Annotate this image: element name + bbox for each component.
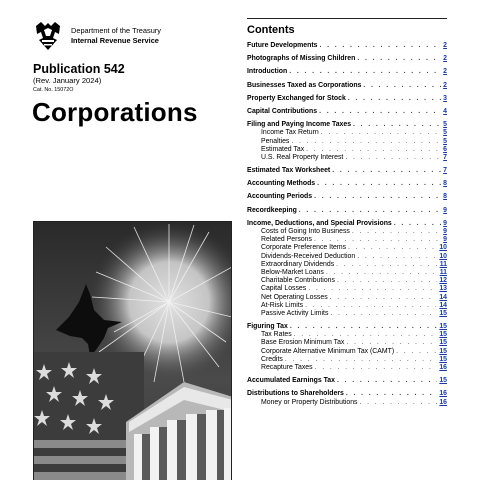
toc-entry-label: Related Persons [261,236,312,244]
toc-entry-label: Estimated Tax Worksheet [247,167,331,175]
toc-page-link[interactable]: 15 [439,331,447,339]
toc-entry-label: Accounting Periods [247,193,313,201]
toc-subentry[interactable] [247,331,447,338]
toc-entry-label: Base Erosion Minimum Tax [261,339,345,347]
toc-entry-label: Capital Contributions [247,107,318,115]
toc-leader-dots [306,146,441,153]
toc-entry-label: Penalties [261,137,290,145]
toc-page-link[interactable]: 9 [443,206,447,214]
toc-page-link[interactable]: 16 [439,398,447,406]
toc-leader-dots [291,138,441,145]
catalog-number: Cat. No. 15072O [33,87,74,93]
toc-entry-label: Photographs of Missing Children [247,55,356,63]
toc-entry-label: Net Operating Losses [261,293,328,301]
toc-page-link[interactable]: 15 [439,339,447,347]
toc-subentry[interactable] [247,399,447,406]
toc-entry-label: Accounting Methods [247,180,316,188]
toc-entry-label: Capital Losses [261,285,307,293]
toc-page-link[interactable]: 7 [443,167,447,175]
toc-leader-dots [290,323,437,330]
toc-entry[interactable] [247,193,447,200]
toc-subentry[interactable] [247,310,447,317]
toc-entry[interactable] [247,55,447,62]
toc-page-link[interactable]: 5 [443,137,447,145]
cover-image [33,221,232,480]
toc-subentry[interactable] [247,277,447,284]
toc-entry-label: Recapture Taxes [261,364,313,371]
toc-leader-dots [357,55,441,62]
toc-page-link[interactable]: 2 [443,81,447,89]
toc-entry-label: Costs of Going Into Business [261,228,350,235]
toc-page-link[interactable]: 5 [443,121,447,129]
toc-page-link[interactable]: 14 [439,293,447,301]
toc-leader-dots [396,348,437,355]
toc-subentry[interactable] [247,146,447,153]
toc-entry-label: Corporate Alternative Minimum Tax (CAMT) [261,347,395,355]
toc-subentry[interactable] [247,129,447,136]
toc-entry[interactable] [247,323,447,330]
toc-leader-dots [336,261,438,268]
toc-page-link[interactable]: 9 [443,228,447,235]
toc-leader-dots [357,253,437,260]
toc-leader-dots [348,95,441,102]
contents-list [247,42,447,406]
publication-title: Corporations [32,97,198,127]
toc-entry-label: Extraordinary Dividends [261,260,335,268]
toc-entry-label: Recordkeeping [247,206,297,214]
toc-leader-dots [294,331,438,338]
toc-entry-label: Charitable Contributions [261,277,335,285]
toc-leader-dots [394,220,441,227]
toc-page-link[interactable]: 15 [439,323,447,331]
toc-page-link[interactable]: 9 [443,236,447,244]
toc-leader-dots [319,42,441,49]
toc-entry-label: At-Risk Limits [261,301,304,309]
toc-entry-label: Dividends-Received Deduction [261,252,356,260]
toc-entry-label: Accumulated Earnings Tax [247,377,335,385]
toc-page-link[interactable]: 13 [439,285,447,293]
toc-entry-label: Passive Activity Limits [261,309,329,317]
toc-subentry[interactable] [247,285,447,292]
toc-entry-label: Tax Rates [261,331,292,339]
toc-leader-dots [363,82,441,89]
toc-entry[interactable] [247,121,447,128]
toc-entry[interactable] [247,167,447,174]
toc-entry-label: Income Tax Return [261,129,319,137]
toc-page-link[interactable]: 8 [443,193,447,201]
toc-leader-dots [353,121,441,128]
toc-page-link[interactable]: 9 [443,219,447,227]
toc-leader-dots [337,377,437,384]
toc-page-link[interactable]: 2 [443,42,447,49]
toc-entry[interactable] [247,42,447,49]
toc-entry[interactable] [247,82,447,89]
publication-number: Publication 542 [33,62,125,76]
toc-page-link[interactable]: 14 [439,301,447,309]
toc-leader-dots [308,285,437,292]
toc-entry[interactable] [247,108,447,115]
toc-entry-label: Income, Deductions, and Special Provisions [247,219,392,227]
irs-eagle-icon [33,20,63,52]
toc-subentry[interactable] [247,261,447,268]
toc-entry-label: Businesses Taxed as Corporations [247,81,362,89]
publication-revision: (Rev. January 2024) [33,76,102,85]
toc-page-link[interactable]: 15 [439,347,447,355]
toc-leader-dots [330,294,438,301]
toc-leader-dots [348,244,437,251]
agency-line1: Department of the Treasury [71,26,161,35]
toc-page-link[interactable]: 15 [439,355,447,363]
toc-subentry[interactable] [247,138,447,145]
toc-page-link[interactable]: 12 [439,277,447,285]
toc-page-link[interactable]: 11 [439,260,447,268]
toc-entry[interactable] [247,220,447,227]
toc-subentry[interactable] [247,356,447,363]
toc-page-link[interactable]: 5 [443,129,447,137]
toc-page-link[interactable]: 16 [439,390,447,398]
toc-page-link[interactable]: 6 [443,145,447,153]
toc-subentry[interactable] [247,269,447,276]
toc-page-link[interactable]: 11 [439,268,447,276]
toc-leader-dots [332,167,441,174]
toc-page-link[interactable]: 2 [443,55,447,63]
toc-leader-dots [299,207,441,214]
toc-leader-dots [345,154,441,161]
toc-page-link[interactable]: 4 [443,107,447,115]
toc-leader-dots [314,193,441,200]
toc-leader-dots [346,390,437,397]
toc-entry-label: Future Developments [247,42,318,49]
toc-leader-dots [289,68,441,75]
toc-leader-dots [337,277,437,284]
toc-page-link[interactable]: 3 [443,94,447,102]
toc-entry-label: Introduction [247,68,288,76]
agency-line2: Internal Revenue Service [71,36,159,45]
fireworks-eagle-flag-capitol-image [34,222,232,480]
toc-subentry[interactable] [247,236,447,243]
toc-leader-dots [315,364,438,371]
toc-entry-label: Estimated Tax [261,145,305,153]
toc-entry-label: Filing and Paying Income Taxes [247,121,352,129]
toc-entry-label: Credits [261,355,283,363]
toc-page-link[interactable]: 15 [439,309,447,317]
agency-header [33,20,161,52]
toc-subentry[interactable] [247,364,447,371]
table-of-contents [247,18,447,407]
toc-leader-dots [360,399,438,406]
toc-entry-label: Figuring Tax [247,323,288,331]
toc-subentry[interactable] [247,228,447,235]
toc-entry-label: Property Exchanged for Stock [247,94,346,102]
toc-subentry[interactable] [247,348,447,355]
agency-name [71,26,161,46]
toc-leader-dots [326,269,438,276]
toc-subentry[interactable] [247,339,447,346]
toc-page-link[interactable]: 16 [439,364,447,371]
toc-page-link[interactable]: 15 [439,377,447,385]
toc-leader-dots [305,302,437,309]
contents-divider [247,18,447,19]
toc-entry-label: Distributions to Shareholders [247,390,344,398]
toc-page-link[interactable]: 8 [443,180,447,188]
toc-leader-dots [330,310,437,317]
toc-subentry[interactable] [247,244,447,251]
toc-leader-dots [317,180,441,187]
toc-entry-label: Below-Market Loans [261,268,324,276]
toc-subentry[interactable] [247,253,447,260]
toc-page-link[interactable]: 10 [439,244,447,252]
toc-leader-dots [285,356,438,363]
toc-entry[interactable] [247,207,447,214]
publication-info [33,62,125,94]
toc-leader-dots [346,339,437,346]
toc-subentry[interactable] [247,294,447,301]
toc-entry-label: Money or Property Distributions [261,398,358,406]
toc-entry[interactable] [247,390,447,397]
toc-page-link[interactable]: 10 [439,252,447,260]
toc-page-link[interactable]: 2 [443,68,447,76]
contents-title: Contents [247,24,295,36]
toc-entry[interactable] [247,377,447,384]
toc-subentry[interactable] [247,302,447,309]
toc-leader-dots [319,108,441,115]
toc-page-link[interactable]: 7 [443,153,447,161]
toc-entry-label: U.S. Real Property Interest [261,153,344,161]
toc-leader-dots [321,129,441,136]
toc-leader-dots [352,228,441,235]
toc-leader-dots [314,236,441,243]
toc-subentry[interactable] [247,154,447,161]
toc-entry[interactable] [247,180,447,187]
toc-entry[interactable] [247,68,447,75]
toc-entry[interactable] [247,95,447,102]
toc-entry-label: Corporate Preference Items [261,244,347,252]
